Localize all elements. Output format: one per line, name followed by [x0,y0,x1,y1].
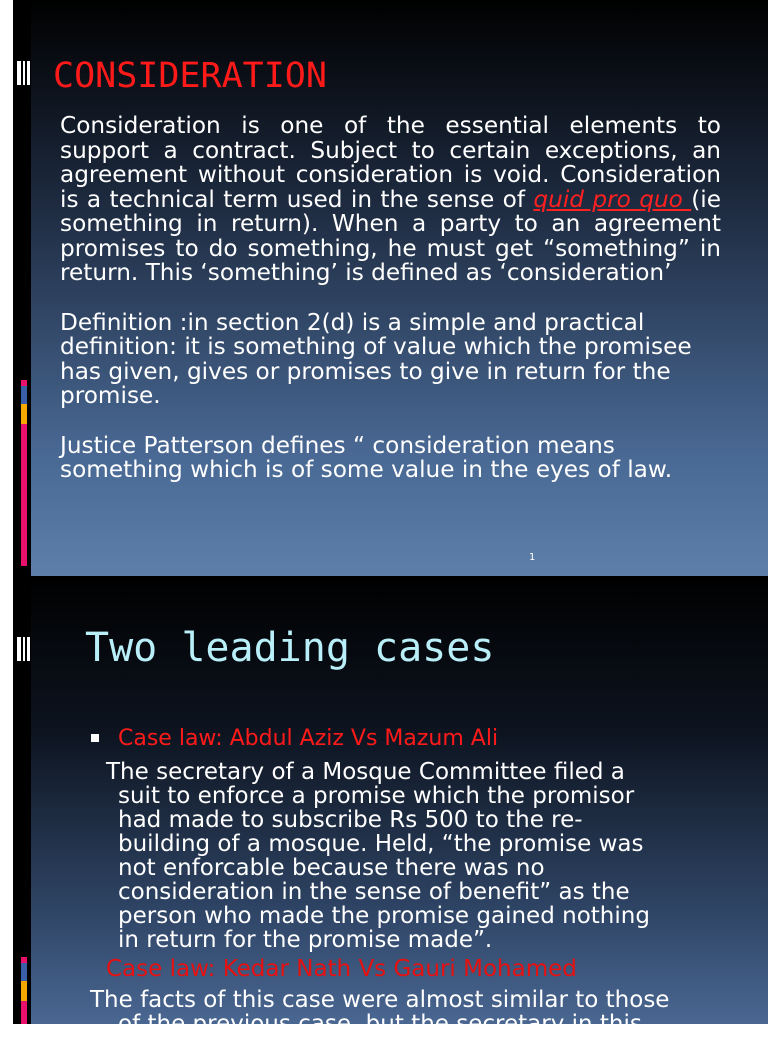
accent-pink-bar [21,1001,27,1024]
slide-marker-icon [14,61,32,85]
case-heading-2: Case law: Kedar Nath Vs Gauri Mohamed [106,956,577,982]
text-line: not enforcable because there was no [118,855,545,881]
slide-2-title: Two leading cases [85,625,495,671]
case-1-description [106,760,726,952]
text-line: The facts of this case were almost similar to those [90,987,670,1013]
case-heading-1: Case law: Abdul Aziz Vs Mazum Ali [118,726,499,751]
slide-marker-icon [14,637,32,661]
case-2-description [90,988,750,1036]
text-line: had made to subscribe Rs 500 to the re- [118,807,583,833]
accent-blue-block [21,963,27,981]
paragraph-patterson: Justice Patterson defines “ consideration means something which is of some value in the eyes of law. [60,431,673,483]
accent-orange-block [21,981,27,1001]
quid-pro-quo-term: quid pro quo [533,185,692,213]
text-line: consideration in the sense of benefit” as the [118,879,630,905]
paragraph-definition: Definition :in section 2(d) is a simple and practical definition: it is something of value which the promisee has given, gives or promises to give in return for the promise. [60,308,692,409]
bullet-square-icon [91,734,99,742]
text-line: building of a mosque. Held, “the promise was [118,831,644,857]
text-line: suit to enforce a promise which the promisor [118,783,635,809]
accent-blue-block [21,386,27,404]
slide-title: CONSIDERATION [53,56,327,96]
text-line: in return for the promise made”. [118,927,493,953]
left-margin [0,0,13,576]
paragraph-consideration: Consideration is one of the essential elements to support a contract. Subject to certain exceptions, an agreement without consideration is void. Consideration is a technical term used in the sense of quid pro quo (ie something in return). When a party to an agreement promises to do something, he must get “something” in return. This ‘something’ is defined as ‘consideration’ [60,112,721,286]
text-line: The secretary of a Mosque Committee filed a [106,759,625,785]
accent-pink-bar [21,424,27,566]
text-line: person who made the promise gained nothing [118,903,650,929]
left-margin [0,576,13,1024]
text-line: of the previous case, but the secretary in this [118,1011,642,1037]
slide-body [60,114,721,483]
accent-orange-block [21,404,27,424]
page-number: 1 [529,552,536,563]
